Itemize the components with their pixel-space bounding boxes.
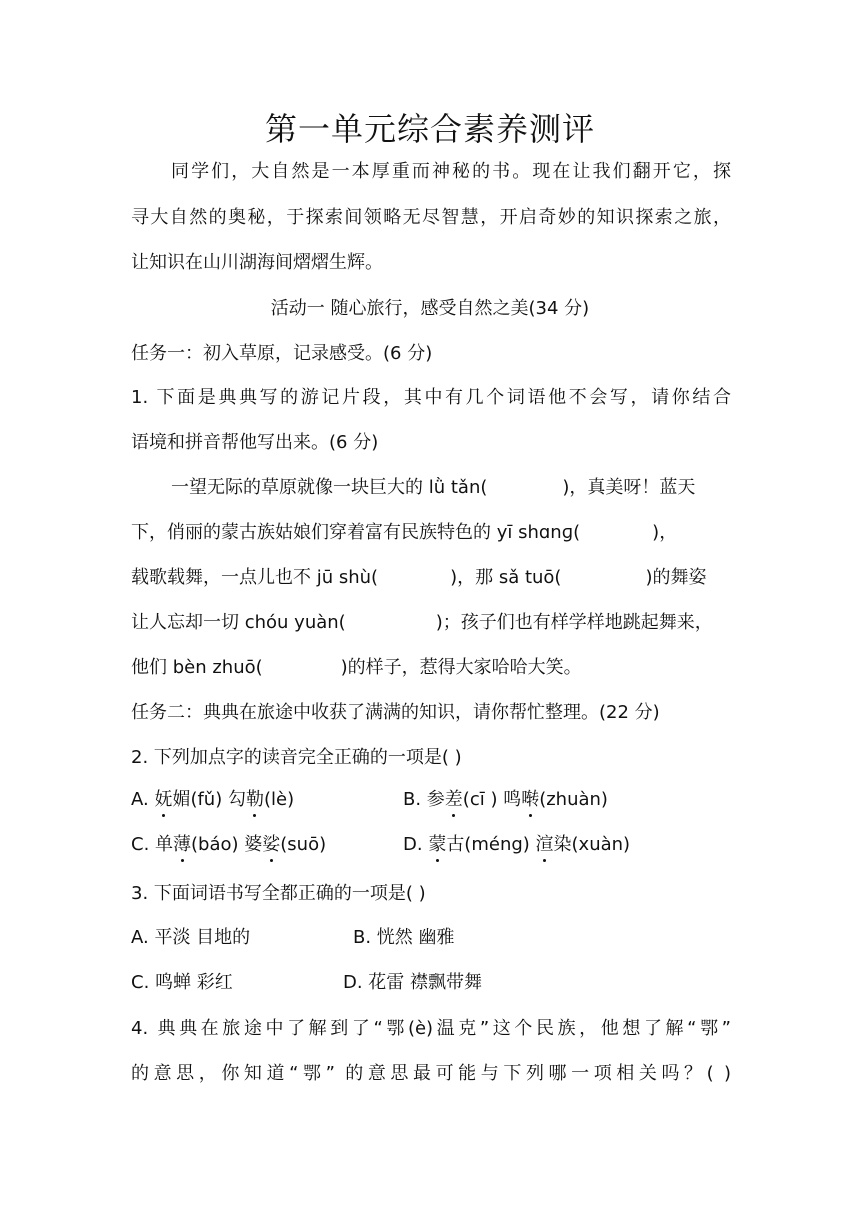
question-2-option-d[interactable] [403, 833, 630, 857]
dotted-char: 勒 [245, 789, 264, 810]
passage-line-1 [171, 476, 731, 500]
question-4-line-2: 的意思，你知道“鄂” 的意思最可能与下列哪一项相关吗？( ) [131, 1063, 731, 1084]
option-text: (báo) 婆 [191, 834, 263, 855]
dotted-char: 啭 [521, 789, 540, 810]
dotted-char: 妩 [154, 789, 173, 810]
option-text: (zhuàn) [539, 789, 608, 810]
passage-text: 让人忘却一切 chóu yuàn( [131, 612, 346, 633]
passage-text: )，真美呀！蓝天 [562, 477, 696, 498]
passage-text: )， [652, 522, 678, 543]
dotted-char: 薄 [173, 834, 192, 855]
question-2-option-c[interactable] [131, 833, 326, 857]
option-text: 染(xuàn) [553, 834, 631, 855]
question-3-option-c[interactable]: C. 鸣蝉 彩红 [131, 972, 233, 993]
dotted-char: 蒙 [428, 834, 447, 855]
task2-heading: 任务二：典典在旅途中收获了满满的知识，请你帮忙整理。(22 分) [131, 702, 660, 723]
question-2-stem: 2. 下列加点字的读音完全正确的一项是( ) [131, 747, 462, 768]
intro-line-2: 寻大自然的奥秘，于探索间领略无尽智慧，开启奇妙的知识探索之旅， [131, 207, 731, 228]
activity-heading: 活动一 随心旅行，感受自然之美(34 分) [270, 298, 590, 319]
passage-text: 载歌载舞，一点儿也不 jū shù( [131, 567, 379, 588]
question-4-line-1: 4. 典典在旅途中了解到了“鄂(è)温克”这个民族，他想了解“鄂” [131, 1018, 731, 1039]
option-text: D. [403, 834, 429, 855]
passage-text: )；孩子们也有样学样地跳起舞来， [435, 612, 713, 633]
option-text: B. 参 [403, 789, 445, 810]
dotted-char: 渲 [535, 834, 554, 855]
intro-line-1: 同学们，大自然是一本厚重而神秘的书。现在让我们翻开它，探 [171, 161, 731, 182]
passage-text: )的样子，惹得大家哈哈大笑。 [340, 657, 582, 678]
option-text: (lè) [263, 789, 295, 810]
option-text: C. 单 [131, 834, 174, 855]
option-text: (cī ) 鸣 [462, 789, 522, 810]
intro-line-3: 让知识在山川湖海间熠熠生辉。 [131, 252, 383, 273]
passage-line-2 [131, 521, 731, 545]
option-text: 古(méng) [446, 834, 536, 855]
question-1-line-2: 语境和拼音帮他写出来。(6 分) [131, 432, 379, 453]
question-3-option-b[interactable]: B. 恍然 幽雅 [353, 927, 455, 948]
dotted-char: 差 [444, 789, 463, 810]
page-title: 第一单元综合素养测评 [264, 110, 595, 148]
passage-text: 他们 bèn zhuō( [131, 657, 263, 678]
passage-line-5 [131, 656, 731, 680]
passage-text: )的舞姿 [645, 567, 707, 588]
passage-text: )，那 sǎ tuō( [450, 567, 562, 588]
question-3-stem: 3. 下面词语书写全都正确的一项是( ) [131, 883, 426, 904]
question-2-option-b[interactable] [403, 788, 608, 812]
question-3-option-d[interactable]: D. 花雷 襟飘带舞 [343, 972, 483, 993]
passage-line-4 [131, 611, 731, 635]
option-text: A. [131, 789, 155, 810]
task1-heading: 任务一：初入草原，记录感受。(6 分) [131, 343, 433, 364]
question-2-option-a[interactable] [131, 788, 294, 812]
dotted-char: 娑 [262, 834, 281, 855]
passage-text: 下，俏丽的蒙古族姑娘们穿着富有民族特色的 yī shɑnɡ( [131, 522, 581, 543]
passage-text: 一望无际的草原就像一块巨大的 lǜ tǎn( [171, 477, 488, 498]
question-3-option-a[interactable]: A. 平淡 目地的 [131, 927, 251, 948]
passage-line-3 [131, 566, 731, 590]
option-text: 媚(fǔ) 勾 [172, 789, 246, 810]
question-1-line-1: 1. 下面是典典写的游记片段，其中有几个词语他不会写，请你结合 [131, 387, 731, 408]
option-text: (suō) [280, 834, 327, 855]
